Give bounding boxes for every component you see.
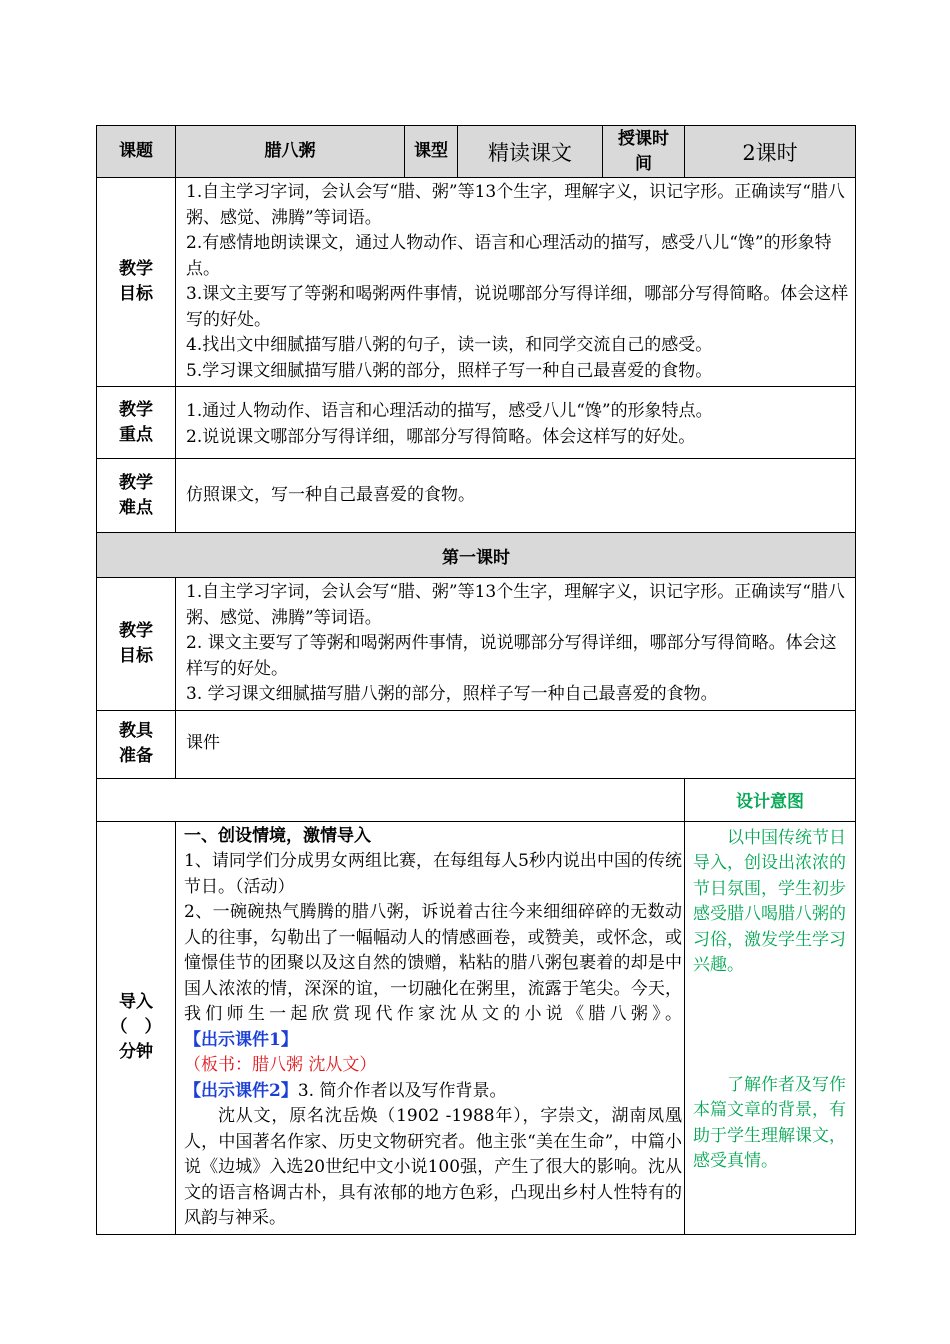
focus-label: 教学重点: [97, 387, 176, 459]
intro-content: [176, 821, 685, 1234]
tools-content: 课件: [176, 710, 856, 778]
intro-text: 2、一碗碗热气腾腾的腊八粥，诉说着古往今来细细碎碎的无数动人的往事，勾勒出了一幅幅动人的情感画卷，或赞美，或怀念，或憧憬佳节的团聚以及这自然的馈赠，粘粘的腊八粥包裹着的却是中国人浓浓的情，深深的谊，一切融化在粥里，流露于笔尖。今天，我们师生一起欣赏现代作家沈从文的小说《腊八粥》。: [184, 902, 682, 1024]
intro-heading: 一、创设情境，激情导入: [184, 825, 371, 846]
intro-text: 3. 简介作者以及写作背景。: [297, 1080, 507, 1101]
title-label: 课题: [97, 126, 176, 178]
goal-item: 3.课文主要写了等粥和喝粥两件事情，说说哪部分写得详细，哪部分写得简略。体会这样写的好处。: [186, 284, 849, 330]
lesson-plan-table: [96, 125, 856, 1235]
empty-header-cell: [97, 778, 685, 821]
goal-item: 5.学习课文细腻描写腊八粥的部分，照样子写一种自己最喜爱的食物。: [186, 360, 713, 381]
goal-item: 1.自主学习字词，会认会写“腊、粥”等13个生字，理解字义，识记字形。正确读写“腊八粥、感觉、沸腾”等词语。: [186, 182, 845, 228]
focus-content: [176, 387, 856, 459]
type-value: 精读课文: [458, 126, 603, 178]
show-slide-1: 【出示课件1】: [184, 1029, 298, 1050]
goals-row: [97, 178, 856, 387]
intro-label-bottom: 分钟: [119, 1042, 153, 1062]
intro-paragraph: [184, 1079, 682, 1105]
lesson1-goals-label: 教学目标: [97, 578, 176, 711]
intent-header-row: [97, 778, 856, 821]
goal-item: 4.找出文中细腻描写腊八粥的句子，读一读，和同学交流自己的感受。: [186, 335, 713, 355]
difficulty-label: 教学难点: [97, 459, 176, 533]
author-intro: 沈从文，原名沈岳焕（1902 -1988年），字崇文，湖南凤凰人，中国著名作家、历史文物研究者。他主张“美在生命”，中篇小说《边城》入选20世纪中文小说100强，产生了很大的影响。沈从文的语言格调古朴，具有浓郁的地方色彩，凸现出乡村人性特有的风韵与神采。: [184, 1106, 682, 1228]
intro-label-mid: （ ）: [110, 1017, 162, 1037]
type-label: 课型: [405, 126, 458, 178]
board-note: （板书：腊八粥 沈从文）: [184, 1055, 377, 1075]
intro-paragraph: 1、请同学们分成男女两组比赛，在每组每人5秒内说出中国的传统节日。（活动）: [184, 851, 682, 897]
lesson1-title: 第一课时: [97, 533, 856, 578]
intro-row: [97, 821, 856, 1234]
intro-paragraph: [184, 900, 682, 1053]
lesson1-goals-row: [97, 578, 856, 711]
focus-item: 1.通过人物动作、语言和心理活动的描写，感受八儿“馋”的形象特点。: [186, 401, 713, 421]
intro-label-top: 导入: [119, 992, 153, 1012]
intro-label: [97, 821, 176, 1234]
goals-content: [176, 178, 856, 387]
lesson1-title-row: [97, 533, 856, 578]
header-row: [97, 126, 856, 178]
difficulty-content: 仿照课文，写一种自己最喜爱的食物。: [176, 459, 856, 533]
intent-note: 以中国传统节日导入，创设出浓浓的节日氛围，学生初步感受腊八喝腊八粥的习俗，激发学生学习兴趣。: [693, 827, 846, 975]
title-value: 腊八粥: [176, 126, 405, 178]
intent-header: 设计意图: [685, 778, 856, 821]
time-label: 授课时间: [603, 126, 685, 178]
lesson1-goals-content: [176, 578, 856, 711]
tools-row: [97, 710, 856, 778]
intent-note: 了解作者及写作本篇文章的背景，有助于学生理解课文，感受真情。: [693, 1074, 846, 1171]
lesson-plan-page: [96, 125, 855, 1235]
focus-row: [97, 387, 856, 459]
intro-intent: [685, 821, 856, 1234]
focus-item: 2.说说课文哪部分写得详细，哪部分写得简略。体会这样写的好处。: [186, 426, 696, 447]
show-slide-2: 【出示课件2】: [184, 1080, 298, 1101]
lesson1-goal-item: 1.自主学习字词，会认会写“腊、粥”等13个生字，理解字义，识记字形。正确读写“腊八粥、感觉、沸腾”等词语。: [186, 582, 845, 628]
time-value: 2课时: [685, 126, 856, 178]
goal-item: 2.有感情地朗读课文，通过人物动作、语言和心理活动的描写，感受八儿“馋”的形象特点。: [186, 233, 832, 279]
difficulty-row: [97, 459, 856, 533]
lesson1-goal-item: 3. 学习课文细腻描写腊八粥的部分，照样子写一种自己最喜爱的食物。: [186, 684, 718, 704]
tools-label: 教具准备: [97, 710, 176, 778]
goals-label: 教学目标: [97, 178, 176, 387]
lesson1-goal-item: 2. 课文主要写了等粥和喝粥两件事情，说说哪部分写得详细，哪部分写得简略。体会这样写的好处。: [186, 633, 837, 679]
